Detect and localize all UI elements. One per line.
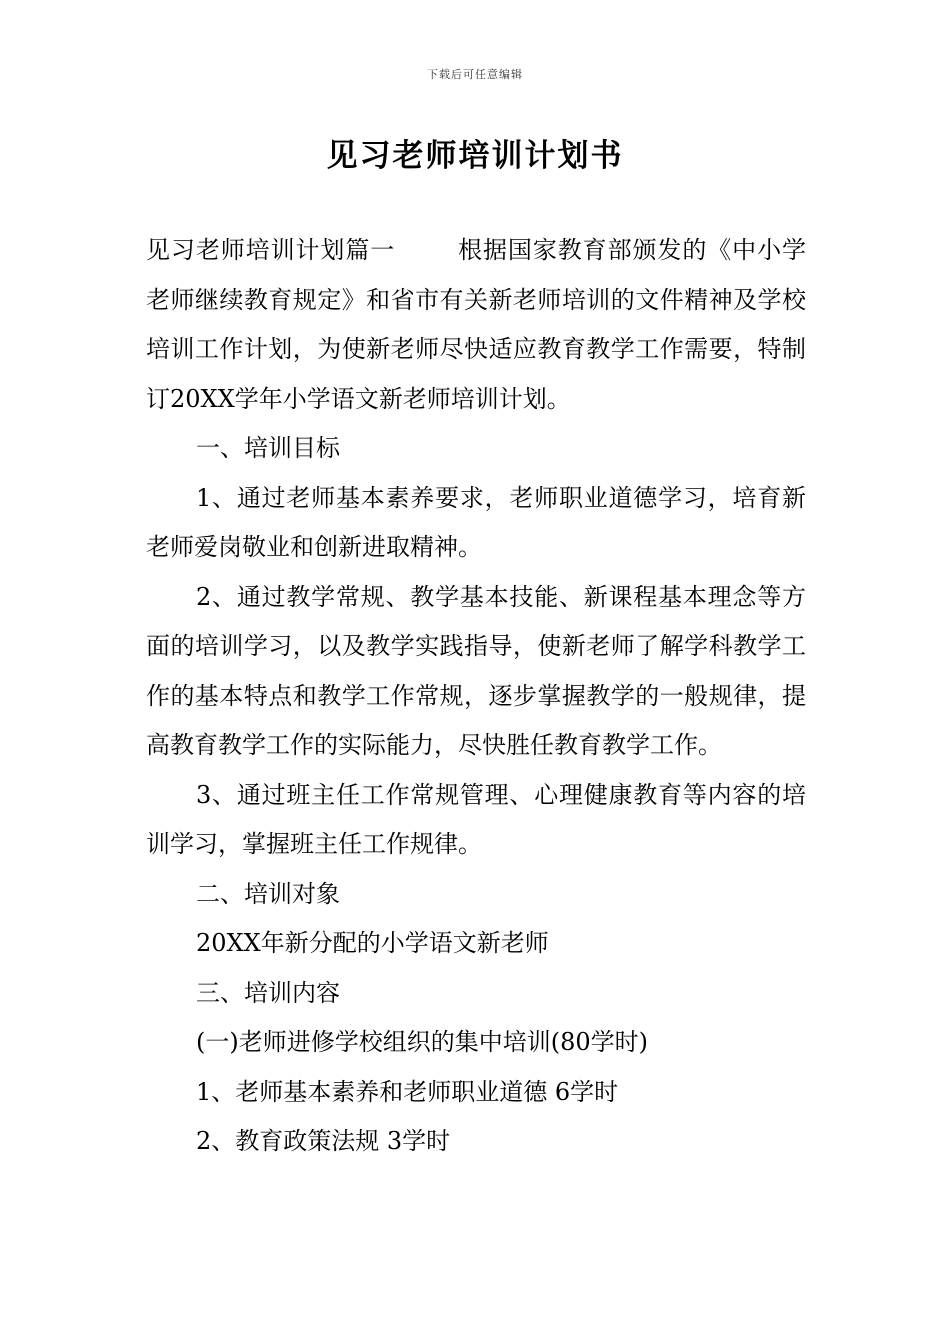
header-note: 下载后可任意编辑 <box>427 68 523 81</box>
paragraph-goal-2: 2、通过教学常规、教学基本技能、新课程基本理念等方面的培训学习，以及教学实践指导，使新老师了解学科教学工作的基本特点和教学工作常规，逐步掌握教学的一般规律，提高教育教学工作的实际能力，尽快胜任教育教学工作。 <box>146 582 806 759</box>
intro-label: 见习老师培训计划篇一 <box>146 236 396 264</box>
section-heading-goals: 一、培训目标 <box>196 434 340 462</box>
intro-text: 根据国家教育部颁发的《中小学老师继续教育规定》和省市有关新老师培训的文件精神及学校培训工作计划，为使新老师尽快适应教育教学工作需要，特制订20XX学年小学语文新老师培训计划。 <box>146 236 807 413</box>
section-heading-audience: 二、培训对象 <box>196 879 340 908</box>
paragraph-content-item-2: 2、教育政策法规 3学时 <box>196 1127 451 1155</box>
paragraph-content-subheading: (一)老师进修学校组织的集中培训(80学时) <box>196 1028 648 1056</box>
intro-paragraph <box>146 226 806 424</box>
document-title: 见习老师培训计划书 <box>326 138 624 174</box>
paragraph-goal-1: 1、通过老师基本素养要求，老师职业道德学习，培育新老师爱岗敬业和创新进取精神。 <box>146 483 806 561</box>
section-heading-content: 三、培训内容 <box>196 978 340 1007</box>
paragraph-goal-3: 3、通过班主任工作常规管理、心理健康教育等内容的培训学习，掌握班主任工作规律。 <box>146 780 806 858</box>
paragraph-audience: 20XX年新分配的小学语文新老师 <box>196 929 549 957</box>
document-body <box>146 226 806 1167</box>
paragraph-content-item-1: 1、老师基本素养和老师职业道德 6学时 <box>196 1077 619 1106</box>
